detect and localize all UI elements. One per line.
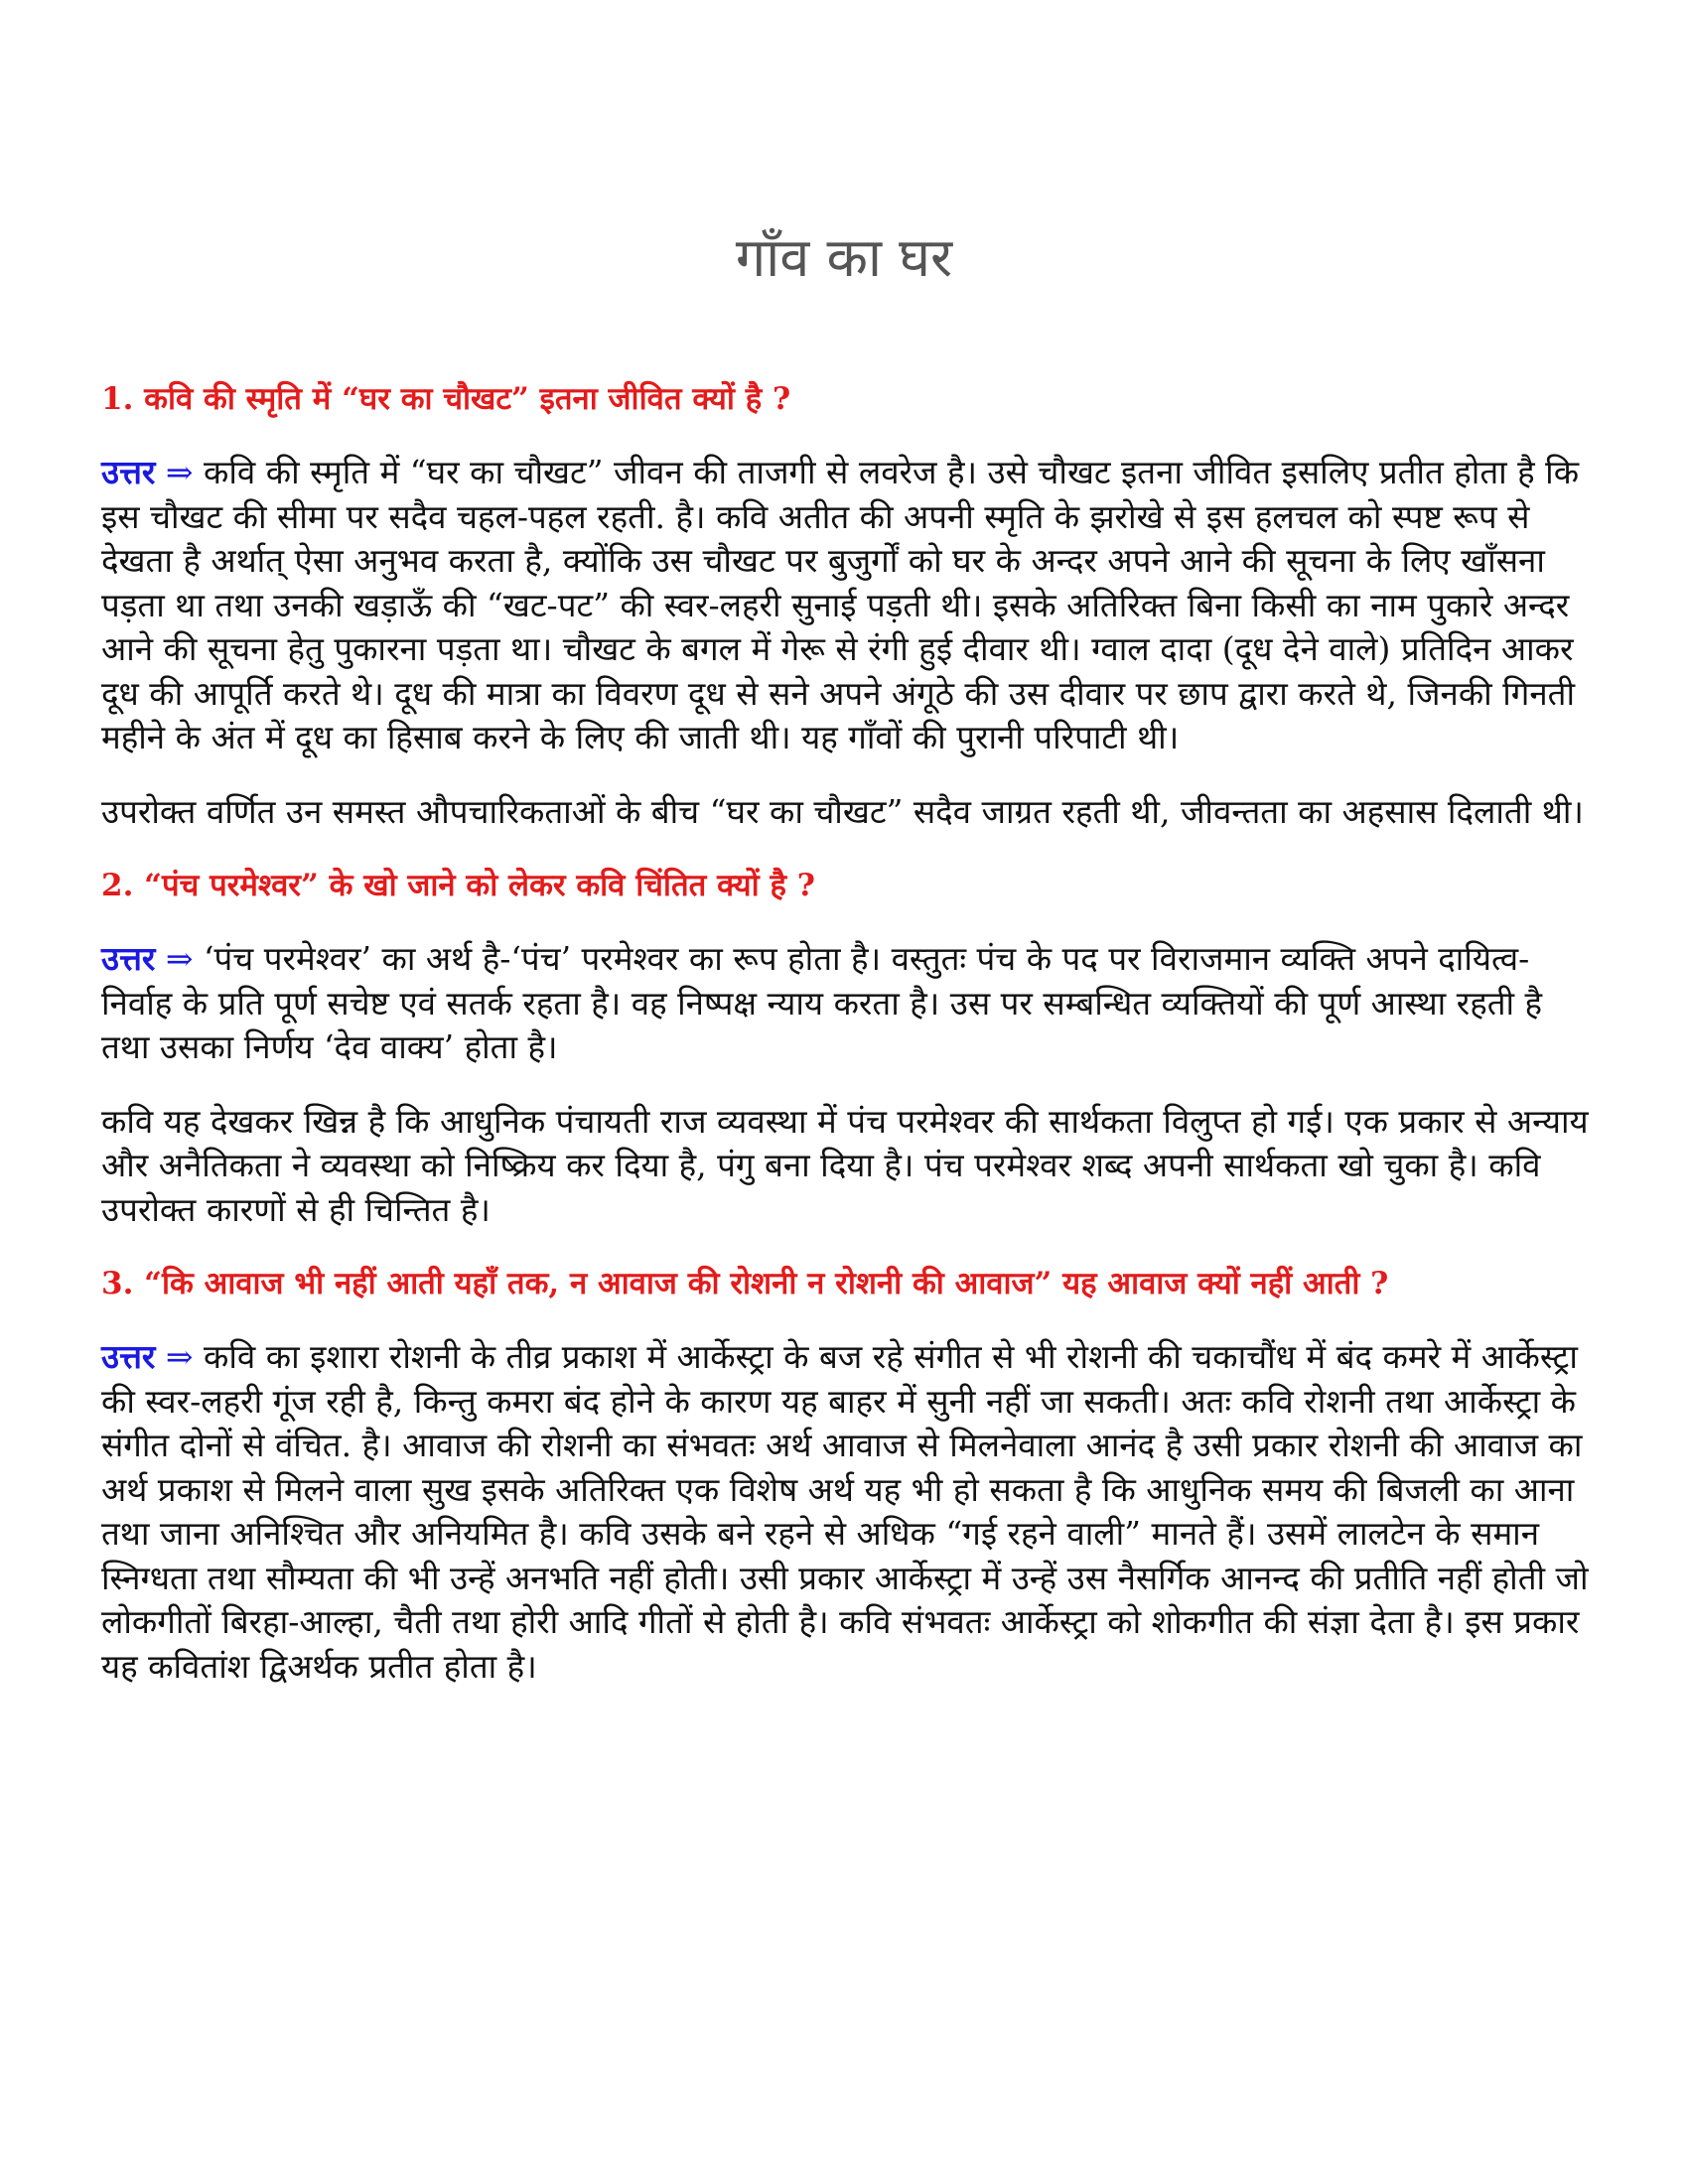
qa-section-3 bbox=[101, 1262, 1591, 1689]
answer-1-paragraph-2: उपरोक्त वर्णित उन समस्त औपचारिकताओं के बीच “घर का चौखट” सदैव जाग्रत रहती थी, जीवन्तता का अहसास दिलाती थी। bbox=[101, 791, 1584, 831]
answer-1-text: कवि की स्मृति में “घर का चौखट” जीवन की ताजगी से लवरेज है। उसे चौखट इतना जीवित इसलिए प्रतीत होता है कि इस चौखट की सीमा पर सदैव चहल-पहल रहती. है। कवि अतीत की अपनी स्मृति के झरोखे से इस हलचल को स्पष्ट रूप से देखता है अर्थात् ऐसा अनुभव करता है, क्योंकि उस चौखट पर बुजुर्गों को घर के अन्दर अपने आने की सूचना के लिए खाँसना पड़ता था तथा उनकी खड़ाऊँ की “खट-पट” की स्वर-लहरी सुनाई पड़ती थी। इसके अतिरिक्त बिना किसी का नाम पुकारे अन्दर आने की सूचना हेतु पुकारना पड़ता था। चौखट के बगल में गेरू से रंगी हुई दीवार थी। ग्वाल दादा (दूध देने वाले) प्रतिदिन आकर दूध की आपूर्ति करते थे। दूध की मात्रा का विवरण दूध से सने अपने अंगूठे की उस दीवार पर छाप द्वारा करते थे, जिनकी गिनती महीने के अंत में दूध का हिसाब करने के लिए की जाती थी। यह गाँवों की पुरानी परिपाटी थी। bbox=[101, 453, 1580, 756]
answer-3-text: कवि का इशारा रोशनी के तीव्र प्रकाश में आर्केस्ट्रा के बज रहे संगीत से भी रोशनी की चकाचौंध में बंद कमरे में आर्केस्ट्रा की स्वर-लहरी गूंज रही है, किन्तु कमरा बंद होने के कारण यह बाहर में सुनी नहीं जा सकती। अतः कवि रोशनी तथा आर्केस्ट्रा के संगीत दोनों से वंचित. है। आवाज की रोशनी का संभवतः अर्थ आवाज से मिलनेवाला आनंद है उसी प्रकार रोशनी की आवाज का अर्थ प्रकाश से मिलने वाला सुख इसके अतिरिक्त एक विशेष अर्थ यह भी हो सकता है कि आधुनिक समय की बिजली का आना तथा जाना अनिश्चित और अनियमित है। कवि उसके बने रहने से अधिक “गई रहने वाली” मानते हैं। उसमें लालटेन के समान स्निग्धता तथा सौम्यता की भी उन्हें अनभति नहीं होती। उसी प्रकार आर्केस्ट्रा में उन्हें उस नैसर्गिक आनन्द की प्रतीति नहीं होती जो लोकगीतों बिरहा-आल्हा, चैती तथा होरी आदि गीतों से होती है। कवि संभवतः आर्केस्ट्रा को शोकगीत की संज्ञा देता है। इस प्रकार यह कवितांश द्विअर्थक प्रतीत होता है। bbox=[101, 1337, 1589, 1686]
answer-3-paragraph-1 bbox=[101, 1335, 1591, 1689]
answer-label: उत्तर bbox=[101, 939, 156, 978]
document-body bbox=[101, 377, 1591, 1718]
page-title: गाँव का घर bbox=[735, 226, 953, 289]
question-3: 3. “कि आवाज भी नहीं आती यहाँ तक, न आवाज की रोशनी न रोशनी की आवाज” यह आवाज क्यों नहीं आती ? bbox=[101, 1266, 1389, 1301]
answer-label: उत्तर bbox=[101, 1337, 156, 1376]
answer-2-text: ‘पंच परमेश्वर’ का अर्थ है-‘पंच’ परमेश्वर का रूप होता है। वस्तुतः पंच के पद पर विराजमान व्यक्ति अपने दायित्व-निर्वाह के प्रति पूर्ण सचेष्ट एवं सतर्क रहता है। वह निष्पक्ष न्याय करता है। उस पर सम्बन्धित व्यक्तियों की पूर्ण आस्था रहती है तथा उसका निर्णय ‘देव वाक्य’ होता है। bbox=[101, 939, 1543, 1066]
answer-2-paragraph-2: कवि यह देखकर खिन्न है कि आधुनिक पंचायती राज व्यवस्था में पंच परमेश्वर की सार्थकता विलुप्त हो गई। एक प्रकार से अन्याय और अनैतिकता ने व्यवस्था को निष्क्रिय कर दिया है, पंगु बना दिया है। पंच परमेश्वर शब्द अपनी सार्थकता खो चुका है। कवि उपरोक्त कारणों से ही चिन्तित है। bbox=[101, 1101, 1589, 1229]
qa-section-2 bbox=[101, 864, 1591, 1232]
answer-label: उत्तर bbox=[101, 453, 156, 491]
answer-1-paragraph-1 bbox=[101, 451, 1591, 760]
question-2: 2. “पंच परमेश्वर” के खो जाने को लेकर कवि चिंतित क्यों है ? bbox=[101, 868, 815, 903]
question-1: 1. कवि की स्मृति में “घर का चौखट” इतना जीवित क्यों है ? bbox=[101, 381, 791, 417]
answer-2-paragraph-1 bbox=[101, 937, 1591, 1070]
qa-section-1 bbox=[101, 377, 1591, 834]
arrow-icon: ⇒ bbox=[165, 453, 194, 491]
arrow-icon: ⇒ bbox=[165, 939, 194, 978]
arrow-icon: ⇒ bbox=[165, 1337, 194, 1376]
